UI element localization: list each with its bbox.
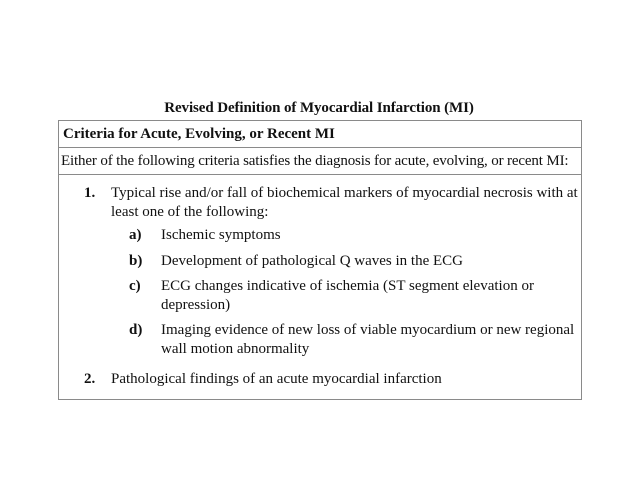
criteria-table	[58, 120, 582, 400]
table-header-row	[59, 121, 581, 148]
subitem-d-text-line2: wall motion abnormality	[161, 341, 310, 357]
criterion-2-text: Pathological findings of an acute myocardial infarction	[111, 371, 442, 387]
subitem-d-text-line1: Imaging evidence of new loss of viable myocardium or new regional	[161, 322, 575, 338]
subitem-b-text: Development of pathological Q waves in the ECG	[161, 253, 464, 269]
subitem-c-text-line1: ECG changes indicative of ischemia (ST segment elevation or	[161, 278, 534, 294]
table-intro-row	[59, 148, 581, 175]
subitem-d-letter: d)	[129, 322, 143, 338]
criteria-list	[59, 175, 581, 399]
subitem-b-letter: b)	[129, 253, 143, 269]
subitem-a-letter: a)	[129, 227, 142, 243]
table-intro-text: Either of the following criteria satisfies the diagnosis for acute, evolving, or recent MI:	[61, 153, 569, 169]
subitem-a-text: Ischemic symptoms	[161, 227, 281, 243]
criterion-1-number: 1.	[84, 185, 96, 201]
criterion-1-text-line2: least one of the following:	[111, 204, 269, 220]
criterion-1-text-line1: Typical rise and/or fall of biochemical markers of myocardial necrosis with at	[111, 185, 578, 201]
table-header-text: Criteria for Acute, Evolving, or Recent MI	[63, 126, 335, 142]
subitem-c-letter: c)	[129, 278, 141, 294]
document-title: Revised Definition of Myocardial Infarction (MI)	[164, 100, 474, 116]
criterion-2-number: 2.	[84, 371, 96, 387]
subitem-c-text-line2: depression)	[161, 297, 231, 313]
